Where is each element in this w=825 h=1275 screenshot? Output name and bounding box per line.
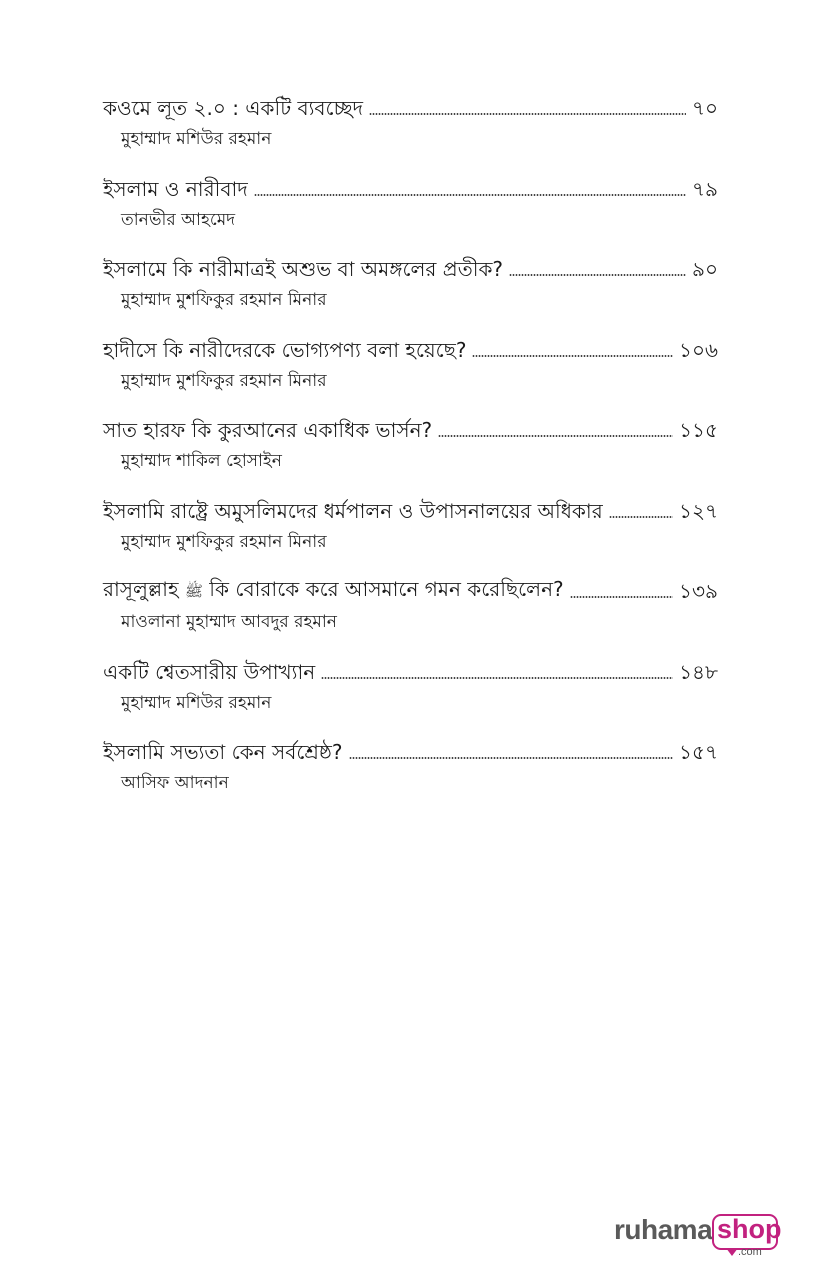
dot-leader <box>321 677 673 679</box>
toc-entry-page: ১২৭ <box>679 498 718 523</box>
toc-entry-title <box>103 573 564 607</box>
toc-entry[interactable] <box>103 334 718 415</box>
dot-leader <box>509 274 686 276</box>
toc-entry-title: ইসলাম ও নারীবাদ <box>103 176 248 201</box>
toc-entry-row <box>103 656 718 688</box>
toc-entry[interactable] <box>103 575 718 656</box>
toc-entry-title: সাত হারফ কি কুরআনের একাধিক ভার্সন? <box>103 418 433 442</box>
toc-entry-page: ৭৯ <box>692 176 718 201</box>
toc-entry-row <box>103 92 718 124</box>
toc-entry-author: তানভীর আহমেদ <box>121 209 236 230</box>
salutation-mark: ﷺ <box>184 582 203 600</box>
toc-entry-author: মুহাম্মাদ মশিউর রহমান <box>121 129 272 149</box>
logo-shop-text: shop <box>717 1214 782 1244</box>
toc-entry-title-end: কি বোরাকে করে আসমানে গমন করেছিলেন? <box>209 577 564 601</box>
toc-entry-author: মুহাম্মাদ মুশফিকুর রহমান মিনার <box>121 370 327 391</box>
dot-leader <box>570 596 673 598</box>
toc-entry[interactable] <box>103 495 718 576</box>
dot-leader <box>609 516 673 518</box>
dot-leader <box>438 435 673 437</box>
toc-entry-author: মুহাম্মাদ মুশফিকুর রহমান মিনার <box>121 531 327 552</box>
toc-entry-row <box>103 173 718 205</box>
toc-entry-row <box>103 253 718 285</box>
toc-entry[interactable] <box>103 656 718 737</box>
toc-entry-page: ১১৫ <box>679 418 718 442</box>
toc-entry-author: মুহাম্মাদ শাকিল হোসাইন <box>121 451 282 471</box>
toc-entry-author: মুহাম্মাদ মুশফিকুর রহমান মিনার <box>121 290 327 310</box>
toc-entry-page: ৯০ <box>692 257 718 281</box>
toc-entry-row <box>103 495 718 527</box>
ruhamashop-logo[interactable] <box>614 1212 784 1262</box>
toc-entry-page: ১৩৯ <box>679 579 718 603</box>
toc-entry[interactable] <box>103 92 718 173</box>
dot-leader <box>472 355 673 357</box>
toc-entry-title: একটি শ্বেতসারীয় উপাখ্যান <box>103 659 316 684</box>
toc-entry-author: মাওলানা মুহাম্মাদ আবদুর রহমান <box>121 612 337 632</box>
toc-entry-author: মুহাম্মাদ মশিউর রহমান <box>121 692 272 713</box>
toc-entry-title: হাদীসে কি নারীদেরকে ভোগ্যপণ্য বলা হয়েছে? <box>103 337 467 362</box>
dot-leader <box>369 113 686 115</box>
toc-entry-row <box>103 736 718 768</box>
toc-entry-title-start: রাসূলুল্লাহ <box>103 577 179 601</box>
dot-leader <box>349 757 673 759</box>
dot-leader <box>254 194 686 196</box>
toc-entry[interactable] <box>103 173 718 254</box>
toc-entry-row <box>103 334 718 366</box>
toc-entry-page: ১০৬ <box>679 337 718 362</box>
toc-entry-page: ৭০ <box>691 96 718 120</box>
table-of-contents <box>103 92 718 817</box>
logo-brand-text: ruhama <box>614 1214 713 1245</box>
logo-domain-text: .com <box>738 1246 762 1258</box>
toc-entry-title: ইসলামি রাষ্ট্রে অমুসলিমদের ধর্মপালন ও উপাসনালয়ের অধিকার <box>103 498 603 523</box>
logo-bubble-tail <box>726 1248 738 1256</box>
toc-entry[interactable] <box>103 253 718 334</box>
toc-entry[interactable] <box>103 736 718 817</box>
toc-entry-author: আসিফ আদনান <box>121 773 229 793</box>
toc-entry[interactable] <box>103 414 718 495</box>
toc-entry-page: ১৪৮ <box>679 659 718 684</box>
toc-entry-row <box>103 414 718 446</box>
toc-entry-page: ১৫৭ <box>679 740 718 764</box>
toc-entry-title: ইসলামি সভ্যতা কেন সর্বশ্রেষ্ঠ? <box>103 740 343 764</box>
toc-entry-title: কওমে লূত ২.০ : একটি ব্যবচ্ছেদ <box>103 96 364 120</box>
toc-entry-row <box>103 575 718 607</box>
toc-entry-title: ইসলামে কি নারীমাত্রই অশুভ বা অমঙ্গলের প্রতীক? <box>103 257 504 281</box>
